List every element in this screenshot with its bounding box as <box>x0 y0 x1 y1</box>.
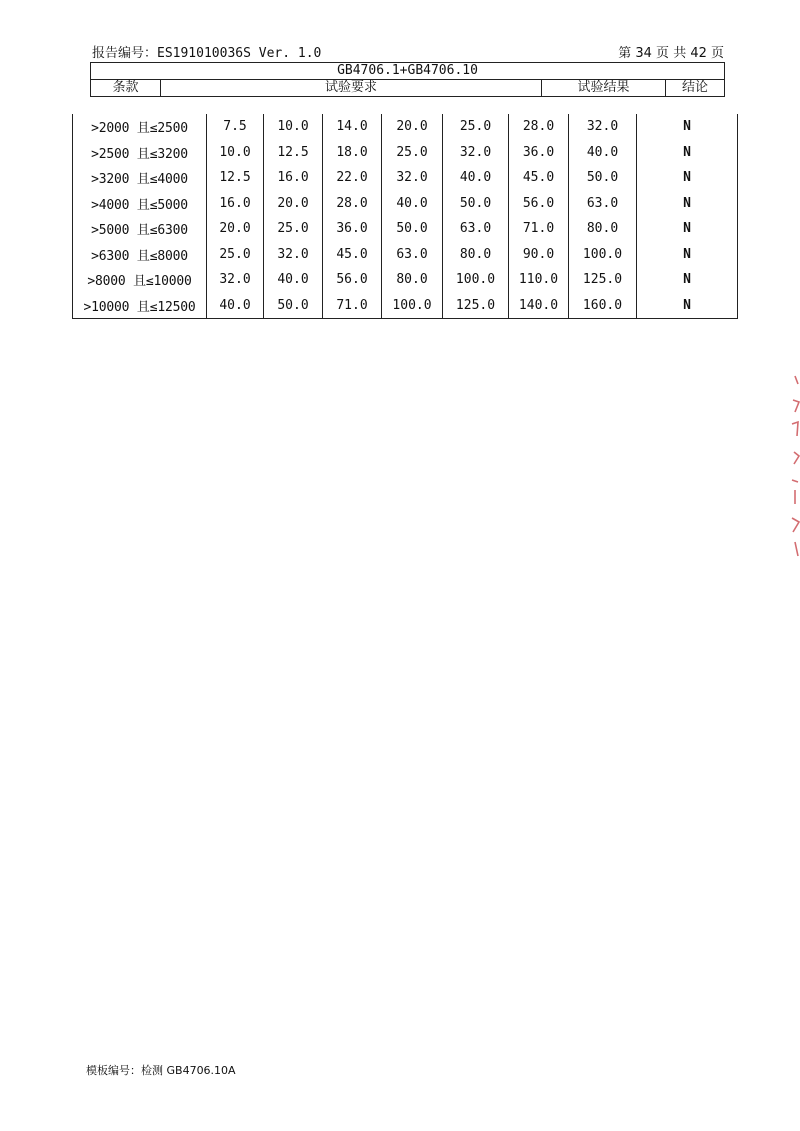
value-cell: 80.0 <box>382 267 443 293</box>
value-cell: 50.0 <box>264 293 323 319</box>
value-cell: 63.0 <box>443 216 509 242</box>
value-cell: 25.0 <box>443 114 509 140</box>
value-cell: 16.0 <box>264 165 323 191</box>
value-cell: 56.0 <box>509 191 569 217</box>
value-cell: 25.0 <box>207 242 264 268</box>
standard-title: GB4706.1+GB4706.10 <box>91 63 725 80</box>
value-cell: 18.0 <box>323 140 382 166</box>
value-cell: 12.5 <box>264 140 323 166</box>
value-cell: 10.0 <box>207 140 264 166</box>
table-row <box>73 293 738 319</box>
value-cell: 32.0 <box>264 242 323 268</box>
value-cell: 50.0 <box>569 165 637 191</box>
value-cell: 32.0 <box>443 140 509 166</box>
value-cell: 80.0 <box>443 242 509 268</box>
voltage-range-cell: >4000 且≤5000 <box>73 191 207 217</box>
voltage-range-cell: >2500 且≤3200 <box>73 140 207 166</box>
column-header-result: 试验结果 <box>542 80 666 97</box>
value-cell: 40.0 <box>443 165 509 191</box>
template-number: 模板编号：检测 GB4706.10A <box>86 1064 236 1077</box>
voltage-range-cell: >3200 且≤4000 <box>73 165 207 191</box>
value-cell: 20.0 <box>264 191 323 217</box>
voltage-range-cell: >6300 且≤8000 <box>73 242 207 268</box>
value-cell: 125.0 <box>443 293 509 319</box>
value-cell: 36.0 <box>323 216 382 242</box>
value-cell: 22.0 <box>323 165 382 191</box>
value-cell: 40.0 <box>382 191 443 217</box>
report-header <box>92 42 724 62</box>
result-cell: N <box>637 293 738 319</box>
clearance-table <box>72 114 738 319</box>
value-cell: 32.0 <box>207 267 264 293</box>
value-cell: 71.0 <box>509 216 569 242</box>
value-cell: 63.0 <box>382 242 443 268</box>
table-row <box>73 242 738 268</box>
voltage-range-cell: >2000 且≤2500 <box>73 114 207 140</box>
value-cell: 10.0 <box>264 114 323 140</box>
value-cell: 45.0 <box>323 242 382 268</box>
value-cell: 110.0 <box>509 267 569 293</box>
value-cell: 63.0 <box>569 191 637 217</box>
value-cell: 100.0 <box>443 267 509 293</box>
table-row <box>73 267 738 293</box>
value-cell: 40.0 <box>264 267 323 293</box>
result-cell: N <box>637 216 738 242</box>
result-cell: N <box>637 114 738 140</box>
value-cell: 140.0 <box>509 293 569 319</box>
value-cell: 7.5 <box>207 114 264 140</box>
value-cell: 40.0 <box>207 293 264 319</box>
value-cell: 100.0 <box>569 242 637 268</box>
table-row <box>73 216 738 242</box>
report-number: 报告编号：ES191010036S Ver. 1.0 <box>92 46 322 61</box>
value-cell: 71.0 <box>323 293 382 319</box>
value-cell: 32.0 <box>382 165 443 191</box>
result-cell: N <box>637 191 738 217</box>
value-cell: 80.0 <box>569 216 637 242</box>
value-cell: 90.0 <box>509 242 569 268</box>
result-cell: N <box>637 165 738 191</box>
column-header-conclusion: 结论 <box>666 80 725 97</box>
voltage-range-cell: >10000 且≤12500 <box>73 293 207 319</box>
table-header <box>90 62 725 97</box>
value-cell: 50.0 <box>443 191 509 217</box>
value-cell: 36.0 <box>509 140 569 166</box>
value-cell: 50.0 <box>382 216 443 242</box>
value-cell: 25.0 <box>264 216 323 242</box>
table-row <box>73 114 738 140</box>
result-cell: N <box>637 267 738 293</box>
value-cell: 20.0 <box>382 114 443 140</box>
value-cell: 20.0 <box>207 216 264 242</box>
value-cell: 56.0 <box>323 267 382 293</box>
value-cell: 14.0 <box>323 114 382 140</box>
table-row <box>73 191 738 217</box>
seal-stamp-fragment <box>789 372 800 560</box>
value-cell: 28.0 <box>323 191 382 217</box>
value-cell: 25.0 <box>382 140 443 166</box>
column-header-clause: 条款 <box>91 80 161 97</box>
value-cell: 28.0 <box>509 114 569 140</box>
table-row <box>73 140 738 166</box>
page-indicator: 第 34 页 共 42 页 <box>618 46 724 61</box>
table-row <box>73 165 738 191</box>
value-cell: 16.0 <box>207 191 264 217</box>
voltage-range-cell: >8000 且≤10000 <box>73 267 207 293</box>
column-header-requirement: 试验要求 <box>161 80 542 97</box>
value-cell: 12.5 <box>207 165 264 191</box>
value-cell: 160.0 <box>569 293 637 319</box>
value-cell: 125.0 <box>569 267 637 293</box>
value-cell: 32.0 <box>569 114 637 140</box>
result-cell: N <box>637 140 738 166</box>
value-cell: 100.0 <box>382 293 443 319</box>
voltage-range-cell: >5000 且≤6300 <box>73 216 207 242</box>
value-cell: 40.0 <box>569 140 637 166</box>
value-cell: 45.0 <box>509 165 569 191</box>
result-cell: N <box>637 242 738 268</box>
